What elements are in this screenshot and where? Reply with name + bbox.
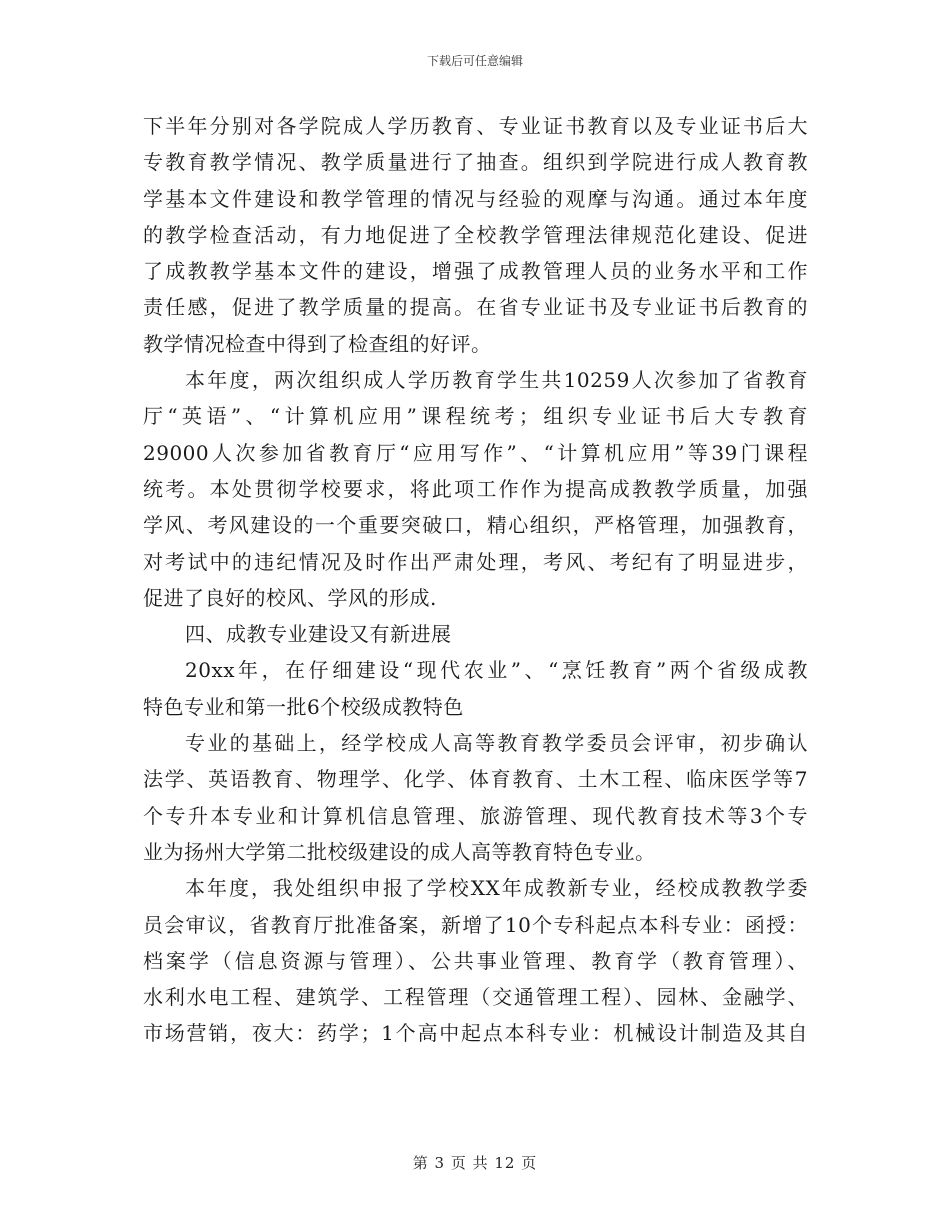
text-line: 本年度，两次组织成人学历教育学生共10259人次参加了省教育 [185, 368, 808, 393]
document-body [143, 108, 808, 1052]
text-line: 员会审议，省教育厅批准备案，新增了10个专科起点本科专业：函授： [143, 912, 808, 937]
text-line: 统考。本处贯彻学校要求，将此项工作作为提高成教教学质量，加强 [143, 476, 808, 501]
text-line: 的教学检查活动，有力地促进了全校教学管理法律规范化建设、促进 [143, 222, 808, 247]
text-line: 20xx年，在仔细建设“现代农业”、“烹饪教育”两个省级成教 [185, 658, 808, 683]
text-line: 业为扬州大学第二批校级建设的成人高等教育特色专业。 [143, 839, 656, 864]
text-line: 学风、考风建设的一个重要突破口，精心组织，严格管理，加强教育， [143, 513, 808, 538]
text-line: 本年度，我处组织申报了学校XX年成教新专业，经校成教教学委 [185, 876, 808, 901]
text-line: 促进了良好的校风、学风的形成. [143, 585, 437, 610]
text-line: 档案学（信息资源与管理）、公共事业管理、教育学（教育管理）、 [143, 948, 808, 973]
text-line: 法学、英语教育、物理学、化学、体育教育、土木工程、临床医学等7 [143, 767, 808, 792]
text-line: 四、成教专业建设又有新进展 [185, 622, 452, 647]
page-number-footer: 第 3 页 共 12 页 [412, 1154, 538, 1172]
text-line: 教学情况检查中得到了检查组的好评。 [143, 331, 492, 356]
text-line: 特色专业和第一批6个校级成教特色 [143, 694, 464, 719]
text-line: 29000人次参加省教育厅“应用写作”、“计算机应用”等39门课程 [143, 440, 808, 465]
page-header-note: 下载后可任意编辑 [426, 54, 523, 68]
text-line: 对考试中的违纪情况及时作出严肃处理，考风、考纪有了明显进步， [143, 549, 808, 574]
text-line: 市场营销，夜大：药学；1个高中起点本科专业：机械设计制造及其自 [143, 1021, 808, 1046]
text-line: 下半年分别对各学院成人学历教育、专业证书教育以及专业证书后大 [143, 114, 808, 138]
text-line: 专业的基础上，经学校成人高等教育教学委员会评审，初步确认 [185, 731, 808, 756]
text-line: 厅“英语”、“计算机应用”课程统考；组织专业证书后大专教育 [143, 404, 808, 429]
text-line: 专教育教学情况、教学质量进行了抽查。组织到学院进行成人教育教 [143, 150, 808, 175]
text-line: 水利水电工程、建筑学、工程管理（交通管理工程）、园林、金融学、 [143, 985, 808, 1010]
text-line: 了成教教学基本文件的建设，增强了成教管理人员的业务水平和工作 [143, 259, 808, 284]
text-line: 学基本文件建设和教学管理的情况与经验的观摩与沟通。通过本年度 [143, 186, 808, 211]
text-line: 个专升本专业和计算机信息管理、旅游管理、现代教育技术等3个专 [143, 803, 808, 828]
text-line: 责任感，促进了教学质量的提高。在省专业证书及专业证书后教育的 [143, 295, 808, 320]
